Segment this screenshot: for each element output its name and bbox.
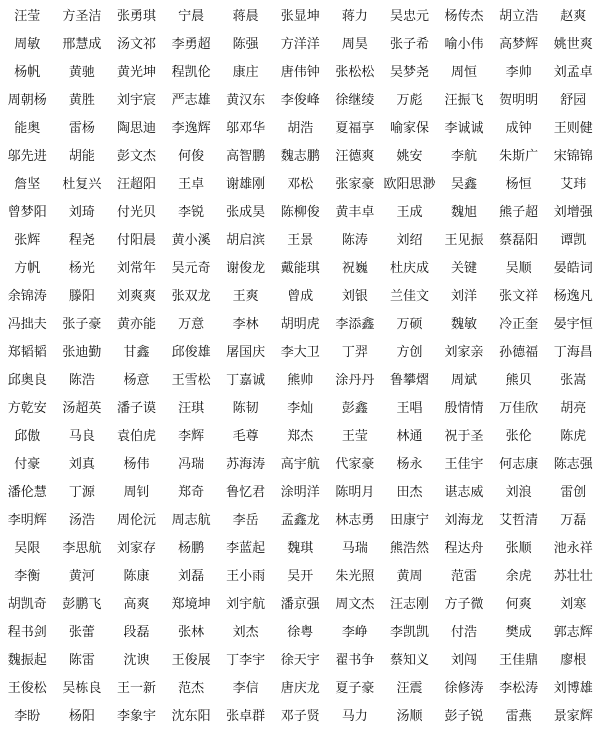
name-cell: 王小雨 — [226, 568, 266, 584]
name-cell: 万磊 — [560, 512, 587, 528]
name-cell: 苏壮壮 — [553, 568, 593, 584]
name-cell: 刘常年 — [116, 260, 156, 276]
name-cell: 陈康 — [123, 568, 150, 584]
name-cell: 欧阳思渺 — [383, 176, 436, 192]
name-cell: 周敏 — [14, 36, 41, 52]
name-cell: 李盼 — [14, 708, 41, 724]
name-cell: 黄周 — [396, 568, 423, 584]
name-cell: 邬邓华 — [226, 120, 266, 136]
name-cell: 汪震 — [396, 680, 423, 696]
name-cell: 周昊 — [341, 36, 368, 52]
name-cell: 彭子锐 — [444, 708, 484, 724]
name-cell: 刘银 — [341, 288, 368, 304]
name-cell: 冯拙夫 — [7, 316, 47, 332]
name-cell: 刘家存 — [116, 540, 156, 556]
name-cell: 吴开 — [287, 568, 314, 584]
name-cell: 张文祥 — [499, 288, 539, 304]
name-cell: 方洋洋 — [280, 36, 320, 52]
name-cell: 朱光照 — [335, 568, 375, 584]
name-cell: 方创 — [396, 344, 423, 360]
name-cell: 李勇超 — [171, 36, 211, 52]
name-cell: 郑境坤 — [171, 596, 211, 612]
name-cell: 赵爽 — [560, 8, 587, 24]
name-cell: 戴能琪 — [280, 260, 320, 276]
name-cell: 谢雄刚 — [226, 176, 266, 192]
name-cell: 周伦沅 — [116, 512, 156, 528]
name-cell: 兰佳文 — [389, 288, 429, 304]
name-cell: 吴元奇 — [171, 260, 211, 276]
name-cell: 田杰 — [396, 484, 423, 500]
name-cell: 汪超阳 — [116, 176, 156, 192]
name-cell: 严志雄 — [171, 92, 211, 108]
name-cell: 冷正奎 — [499, 316, 539, 332]
name-cell: 沈东阳 — [171, 708, 211, 724]
name-cell: 汪志刚 — [389, 596, 429, 612]
name-cell: 付豪 — [14, 456, 41, 472]
name-cell: 杜庆成 — [389, 260, 429, 276]
name-cell: 宋锦锦 — [553, 148, 593, 164]
name-cell: 彭文杰 — [116, 148, 156, 164]
name-cell: 高梦辉 — [499, 36, 539, 52]
name-cell: 王俊展 — [171, 652, 211, 668]
name-cell: 周朝杨 — [7, 92, 47, 108]
name-cell: 胡立浩 — [499, 8, 539, 24]
name-cell: 王则健 — [553, 120, 593, 136]
name-cell: 熊帅 — [287, 372, 314, 388]
name-cell: 吴鑫 — [451, 176, 478, 192]
name-cell: 王成 — [396, 204, 423, 220]
name-cell: 毛尊 — [232, 428, 259, 444]
name-cell: 丁源 — [68, 484, 95, 500]
name-cell: 李航 — [451, 148, 478, 164]
name-cell: 刘琦 — [68, 204, 95, 220]
name-cell: 汤浩 — [68, 512, 95, 528]
name-cell: 李思航 — [62, 540, 102, 556]
name-cell: 杨传杰 — [444, 8, 484, 24]
name-cell: 张子豪 — [62, 316, 102, 332]
name-cell: 廖根 — [560, 652, 587, 668]
name-cell: 田康宁 — [389, 512, 429, 528]
name-cell: 刘海龙 — [444, 512, 484, 528]
name-cell: 张家豪 — [335, 176, 375, 192]
name-cell: 汪振飞 — [444, 92, 484, 108]
name-cell: 李逸辉 — [171, 120, 211, 136]
name-cell: 杨恒 — [505, 176, 532, 192]
name-cell: 樊成 — [505, 624, 532, 640]
name-cell: 刘浪 — [505, 484, 532, 500]
name-cell: 李信 — [232, 680, 259, 696]
name-cell: 刘增强 — [553, 204, 593, 220]
name-cell: 孟鑫龙 — [280, 512, 320, 528]
name-cell: 程凯伦 — [171, 64, 211, 80]
name-cell: 周钊 — [123, 484, 150, 500]
name-cell: 刘真 — [68, 456, 95, 472]
name-cell: 付光贝 — [116, 204, 156, 220]
name-cell: 陈强 — [232, 36, 259, 52]
name-cell: 汪琪 — [178, 400, 205, 416]
name-cell: 朱斯广 — [499, 148, 539, 164]
name-cell: 胡启滨 — [226, 232, 266, 248]
name-cell: 谭凯 — [560, 232, 587, 248]
name-cell: 王见振 — [444, 232, 484, 248]
name-cell: 邓松 — [287, 176, 314, 192]
name-cell: 王莹 — [341, 428, 368, 444]
name-cell: 刘宇航 — [226, 596, 266, 612]
name-cell: 曾成 — [287, 288, 314, 304]
name-cell: 张林 — [178, 624, 205, 640]
name-cell: 林通 — [396, 428, 423, 444]
name-cell: 陈志强 — [553, 456, 593, 472]
name-cell: 刘宇宸 — [116, 92, 156, 108]
name-cell: 熊子超 — [499, 204, 539, 220]
name-cell: 张蕾 — [68, 624, 95, 640]
name-cell: 关键 — [451, 260, 478, 276]
name-cell: 李凯凯 — [389, 624, 429, 640]
name-cell: 张伦 — [505, 428, 532, 444]
name-cell: 苏海涛 — [226, 456, 266, 472]
name-cell: 周志航 — [171, 512, 211, 528]
name-cell: 马良 — [68, 428, 95, 444]
name-cell: 张松松 — [335, 64, 375, 80]
name-cell: 蒋晨 — [232, 8, 259, 24]
name-cell: 汪德爽 — [335, 148, 375, 164]
name-cell: 张嵩 — [560, 372, 587, 388]
name-cell: 黄胜 — [68, 92, 95, 108]
name-cell: 蒋力 — [341, 8, 368, 24]
name-cell: 余虎 — [505, 568, 532, 584]
name-cell: 王卓 — [178, 176, 205, 192]
name-cell: 程尧 — [68, 232, 95, 248]
name-cell: 万佳欣 — [499, 400, 539, 416]
name-cell: 李衡 — [14, 568, 41, 584]
name-cell: 张双龙 — [171, 288, 211, 304]
name-cell: 范杰 — [178, 680, 205, 696]
name-cell: 谌志威 — [444, 484, 484, 500]
name-cell: 喻家保 — [389, 120, 429, 136]
name-cell: 熊浩然 — [389, 540, 429, 556]
name-cell: 刘绍 — [396, 232, 423, 248]
name-cell: 李松涛 — [499, 680, 539, 696]
name-cell: 余锦涛 — [7, 288, 47, 304]
name-cell: 晏宇恒 — [553, 316, 593, 332]
name-cell: 胡凯奇 — [7, 596, 47, 612]
name-cell: 杨光 — [68, 260, 95, 276]
name-cell: 鲁攀熠 — [389, 372, 429, 388]
name-cell: 刘博雄 — [553, 680, 593, 696]
name-cell: 范雷 — [451, 568, 478, 584]
name-cell: 马瑞 — [341, 540, 368, 556]
name-cell: 黄丰卓 — [335, 204, 375, 220]
name-cell: 丁羿 — [341, 344, 368, 360]
name-cell: 祝于圣 — [444, 428, 484, 444]
name-cell: 曾梦阳 — [7, 204, 47, 220]
name-cell: 彭鑫 — [341, 400, 368, 416]
name-cell: 高智鹏 — [226, 148, 266, 164]
name-cell: 鲁忆君 — [226, 484, 266, 500]
name-cell: 王唱 — [396, 400, 423, 416]
name-cell: 高爽 — [123, 596, 150, 612]
name-cell: 杨伟 — [123, 456, 150, 472]
name-cell: 吴梦尧 — [389, 64, 429, 80]
name-cell: 段磊 — [123, 624, 150, 640]
name-cell: 李岳 — [232, 512, 259, 528]
name-cell: 张子希 — [389, 36, 429, 52]
name-cell: 万硕 — [396, 316, 423, 332]
name-cell: 张卓群 — [226, 708, 266, 724]
name-cell: 胡亮 — [560, 400, 587, 416]
name-cell: 屠国庆 — [226, 344, 266, 360]
name-cell: 吴顺 — [505, 260, 532, 276]
name-cell: 徐天宇 — [280, 652, 320, 668]
name-cell: 方帆 — [14, 260, 41, 276]
name-cell: 吴忠元 — [389, 8, 429, 24]
name-cell: 杨永 — [396, 456, 423, 472]
name-cell: 王俊松 — [7, 680, 47, 696]
name-cell: 艾哲清 — [499, 512, 539, 528]
name-cell: 邢慧成 — [62, 36, 102, 52]
name-cell: 夏福享 — [335, 120, 375, 136]
name-cell: 祝巍 — [341, 260, 368, 276]
name-cell: 翟书争 — [335, 652, 375, 668]
name-cell: 谢俊龙 — [226, 260, 266, 276]
name-cell: 刘磊 — [178, 568, 205, 584]
name-cell: 吴栋良 — [62, 680, 102, 696]
name-cell: 雷燕 — [505, 708, 532, 724]
name-cell: 刘寒 — [560, 596, 587, 612]
name-cell: 陈韧 — [232, 400, 259, 416]
name-cell: 程达舟 — [444, 540, 484, 556]
name-cell: 魏振起 — [7, 652, 47, 668]
name-cell: 景家辉 — [553, 708, 593, 724]
name-cell: 方圣洁 — [62, 8, 102, 24]
name-cell: 陈明月 — [335, 484, 375, 500]
name-cell: 唐庆龙 — [280, 680, 320, 696]
name-cell: 李俊峰 — [280, 92, 320, 108]
name-cell: 陈虎 — [560, 428, 587, 444]
name-cell: 喻小伟 — [444, 36, 484, 52]
name-cell: 魏敏 — [451, 316, 478, 332]
name-cell: 王佳鼎 — [499, 652, 539, 668]
name-cell: 何爽 — [505, 596, 532, 612]
name-cell: 程书剑 — [7, 624, 47, 640]
name-cell: 周文杰 — [335, 596, 375, 612]
name-cell: 李帅 — [505, 64, 532, 80]
name-cell: 黄小溪 — [171, 232, 211, 248]
name-cell: 刘爽爽 — [116, 288, 156, 304]
name-cell: 李峥 — [341, 624, 368, 640]
name-cell: 陶思迪 — [116, 120, 156, 136]
name-cell: 能奥 — [14, 120, 41, 136]
name-cell: 高宇航 — [280, 456, 320, 472]
name-cell: 李锐 — [178, 204, 205, 220]
name-cell: 杨帆 — [14, 64, 41, 80]
name-cell: 李蓝起 — [226, 540, 266, 556]
name-cell: 康庄 — [232, 64, 259, 80]
name-cell: 邓子贤 — [280, 708, 320, 724]
name-cell: 姚安 — [396, 148, 423, 164]
name-cell: 万彪 — [396, 92, 423, 108]
name-cell: 杨逸凡 — [553, 288, 593, 304]
name-cell: 丁嘉诚 — [226, 372, 266, 388]
name-cell: 殷情情 — [444, 400, 484, 416]
name-cell: 蔡磊阳 — [499, 232, 539, 248]
name-cell: 魏琪 — [287, 540, 314, 556]
name-cell: 艾玮 — [560, 176, 587, 192]
name-cell: 宁晨 — [178, 8, 205, 24]
name-cell: 李大卫 — [280, 344, 320, 360]
name-cell: 魏旭 — [451, 204, 478, 220]
name-cell: 潘伦慧 — [7, 484, 47, 500]
name-cell: 李明辉 — [7, 512, 47, 528]
name-cell: 魏志鹏 — [280, 148, 320, 164]
name-cell: 陈浩 — [68, 372, 95, 388]
name-cell: 李林 — [232, 316, 259, 332]
name-cell: 陈涛 — [341, 232, 368, 248]
name-cell: 蔡知义 — [389, 652, 429, 668]
name-cell: 黄光坤 — [116, 64, 156, 80]
name-cell: 邱傲 — [14, 428, 41, 444]
name-cell: 方乾安 — [7, 400, 47, 416]
name-cell: 李添鑫 — [335, 316, 375, 332]
name-cell: 陈雷 — [68, 652, 95, 668]
name-cell: 张显坤 — [280, 8, 320, 24]
name-cell: 詹坚 — [14, 176, 41, 192]
name-cell: 池永祥 — [553, 540, 593, 556]
name-cell: 丁李宇 — [226, 652, 266, 668]
name-cell: 王一新 — [116, 680, 156, 696]
name-cell: 刘家亲 — [444, 344, 484, 360]
name-cell: 刘洋 — [451, 288, 478, 304]
name-cell: 周斌 — [451, 372, 478, 388]
name-cell: 潘子谟 — [116, 400, 156, 416]
name-cell: 刘杰 — [232, 624, 259, 640]
name-cell: 张成昊 — [226, 204, 266, 220]
name-cell: 邱奥良 — [7, 372, 47, 388]
name-cell: 周恒 — [451, 64, 478, 80]
name-cell: 黄亦能 — [116, 316, 156, 332]
name-cell: 潘京强 — [280, 596, 320, 612]
name-cell: 付阳晨 — [116, 232, 156, 248]
name-cell: 马力 — [341, 708, 368, 724]
name-cell: 李辉 — [178, 428, 205, 444]
name-cell: 王爽 — [232, 288, 259, 304]
name-cell: 晏皓词 — [553, 260, 593, 276]
name-cell: 汤超英 — [62, 400, 102, 416]
name-cell: 袁伯虎 — [116, 428, 156, 444]
name-cell: 王景 — [287, 232, 314, 248]
name-cell: 舒园 — [560, 92, 587, 108]
name-cell: 成钟 — [505, 120, 532, 136]
name-cell: 王佳宇 — [444, 456, 484, 472]
name-cell: 徐继绫 — [335, 92, 375, 108]
name-cell: 黄汉东 — [226, 92, 266, 108]
name-cell: 黄驰 — [68, 64, 95, 80]
name-cell: 唐伟钟 — [280, 64, 320, 80]
name-cell: 杨阳 — [68, 708, 95, 724]
name-cell: 刘闯 — [451, 652, 478, 668]
name-cell: 陈柳俊 — [280, 204, 320, 220]
name-cell: 杨意 — [123, 372, 150, 388]
name-cell: 丁海昌 — [553, 344, 593, 360]
name-cell: 林志勇 — [335, 512, 375, 528]
name-cell: 郑奇 — [178, 484, 205, 500]
name-cell: 滕阳 — [68, 288, 95, 304]
name-cell: 付浩 — [451, 624, 478, 640]
name-cell: 李灿 — [287, 400, 314, 416]
name-cell: 沈谀 — [123, 652, 150, 668]
name-cell: 何俊 — [178, 148, 205, 164]
name-cell: 雷杨 — [68, 120, 95, 136]
name-cell: 黄河 — [68, 568, 95, 584]
name-cell: 汤文祁 — [116, 36, 156, 52]
name-cell: 邬先进 — [7, 148, 47, 164]
name-cell: 涂明洋 — [280, 484, 320, 500]
name-cell: 郑杰 — [287, 428, 314, 444]
name-cell: 贺明明 — [499, 92, 539, 108]
name-cell: 涂丹丹 — [335, 372, 375, 388]
name-cell: 李象宇 — [116, 708, 156, 724]
name-cell: 方子微 — [444, 596, 484, 612]
name-cell: 雷创 — [560, 484, 587, 500]
name-cell: 张迪勤 — [62, 344, 102, 360]
name-cell: 王雪松 — [171, 372, 211, 388]
name-cell: 刘孟卓 — [553, 64, 593, 80]
name-cell: 郑韬韬 — [7, 344, 47, 360]
name-cell: 姚世爽 — [553, 36, 593, 52]
name-cell: 徐修涛 — [444, 680, 484, 696]
name-cell: 李诚诚 — [444, 120, 484, 136]
name-cell: 郭志辉 — [553, 624, 593, 640]
name-cell: 张辉 — [14, 232, 41, 248]
name-cell: 冯瑞 — [178, 456, 205, 472]
name-cell: 胡能 — [68, 148, 95, 164]
name-cell: 彭鹏飞 — [62, 596, 102, 612]
name-cell: 杜复兴 — [62, 176, 102, 192]
name-cell: 孙德福 — [499, 344, 539, 360]
name-cell: 代家豪 — [335, 456, 375, 472]
name-cell: 汤顺 — [396, 708, 423, 724]
name-cell: 邱俊雄 — [171, 344, 211, 360]
name-cell: 张勇琪 — [116, 8, 156, 24]
name-cell: 胡明虎 — [280, 316, 320, 332]
name-cell: 甘鑫 — [123, 344, 150, 360]
name-cell: 胡浩 — [287, 120, 314, 136]
name-cell: 汪莹 — [14, 8, 41, 24]
name-cell: 夏子豪 — [335, 680, 375, 696]
name-cell: 杨鹏 — [178, 540, 205, 556]
name-cell: 张顺 — [505, 540, 532, 556]
name-cell: 熊贝 — [505, 372, 532, 388]
name-cell: 万意 — [178, 316, 205, 332]
name-cell: 吴限 — [14, 540, 41, 556]
name-cell: 徐粤 — [287, 624, 314, 640]
name-cell: 何志康 — [499, 456, 539, 472]
